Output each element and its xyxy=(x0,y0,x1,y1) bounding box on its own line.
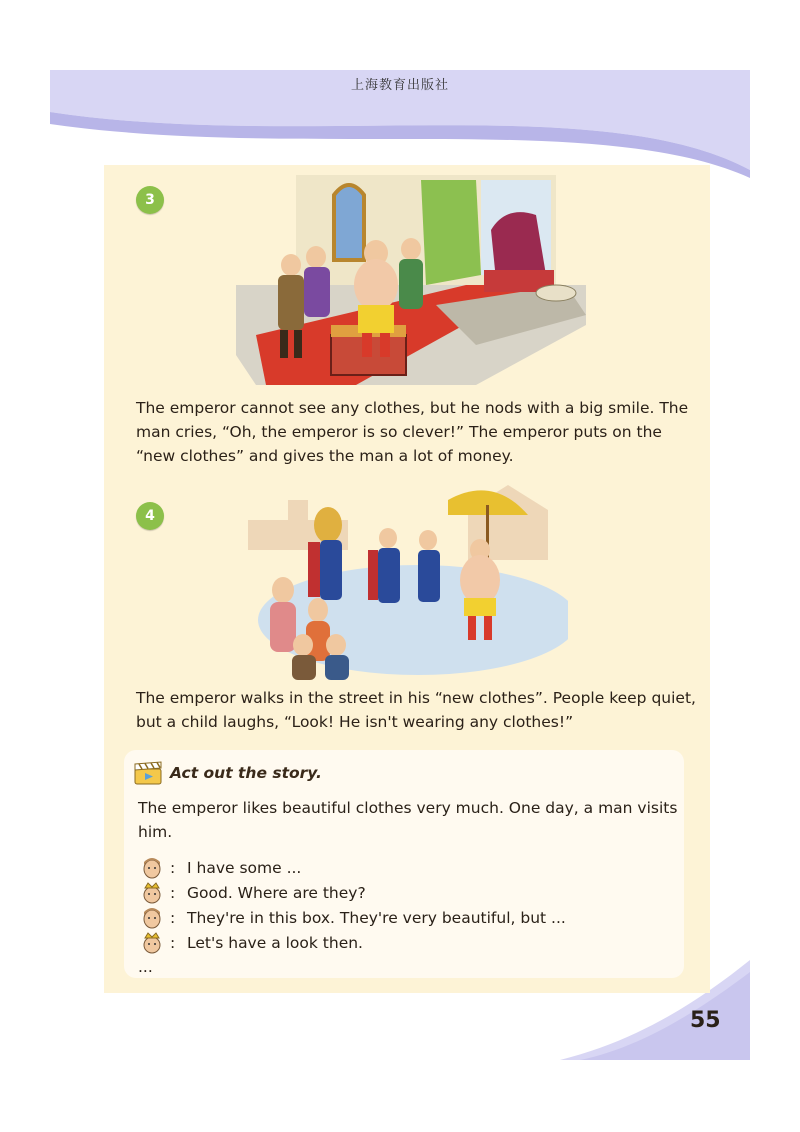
street-parade-illustration xyxy=(248,480,568,680)
story-text-panel-4: The emperor walks in the street in his “new clothes”. People keep quiet, but a child laughs, “Look! He isn't wearing any clothes!” xyxy=(136,689,696,731)
dialogue-colon: : xyxy=(170,884,176,902)
publisher-name: 上海教育出版社 xyxy=(350,78,449,93)
dialogue-text: They're in this box. They're very beautiful, but ... xyxy=(187,909,566,927)
dialogue-colon: : xyxy=(170,859,176,877)
man-face-icon xyxy=(140,857,164,879)
dialogue-colon: : xyxy=(170,934,176,952)
clapperboard-icon xyxy=(133,761,163,785)
dialogue-text: Let's have a look then. xyxy=(187,934,363,952)
emperor-face-icon xyxy=(140,932,164,954)
activity-intro: The emperor likes beautiful clothes very much. One day, a man visits him. xyxy=(138,799,678,841)
activity-heading: Act out the story. xyxy=(170,764,322,782)
panel-number-badge: 4 xyxy=(136,502,164,530)
dialogue-text: I have some ... xyxy=(187,859,302,877)
header-band xyxy=(0,0,800,190)
dialogue-colon: : xyxy=(170,909,176,927)
throne-room-illustration xyxy=(236,175,586,385)
man-face-icon xyxy=(140,907,164,929)
story-text-panel-3: The emperor cannot see any clothes, but he nods with a big smile. The man cries, “Oh, the emperor is so clever!” The emperor puts on the “new clothes” and gives the man a lot of money. xyxy=(136,399,689,465)
emperor-face-icon xyxy=(140,882,164,904)
dialogue-text: Good. Where are they? xyxy=(187,884,366,902)
page-number: 55 xyxy=(690,1008,721,1033)
dialogue-continuation: ... xyxy=(138,958,153,976)
panel-number-badge: 3 xyxy=(136,186,164,214)
